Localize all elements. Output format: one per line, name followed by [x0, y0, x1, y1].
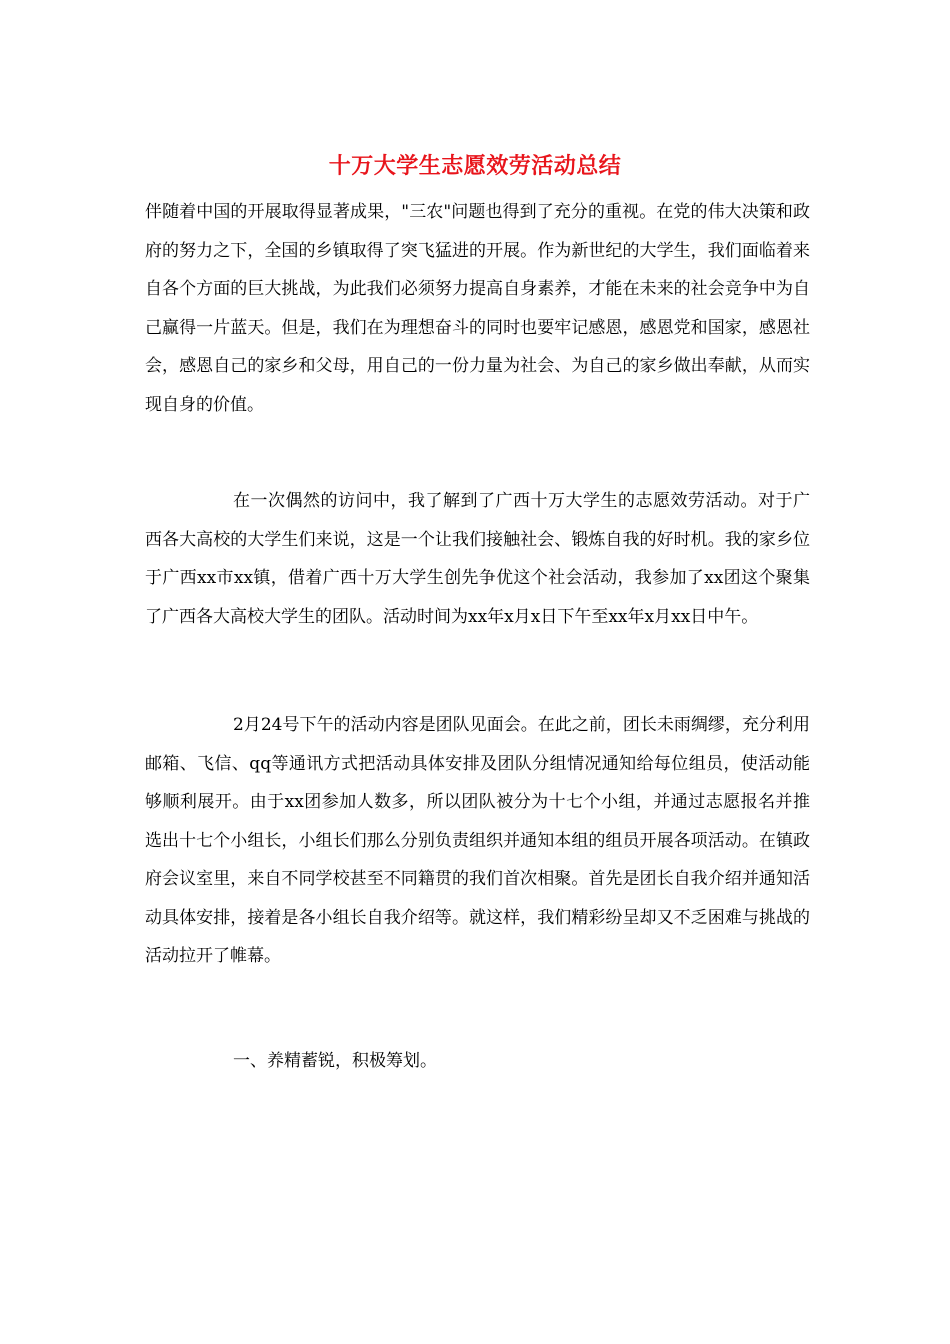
- section-heading-one: 一、养精蓄锐，积极筹划。: [233, 1051, 437, 1071]
- paragraph-meeting: 2月24号下午的活动内容是团队见面会。在此之前，团长未雨绸缪，充分利用邮箱、飞信、qq等通讯方式把活动具体安排及团队分组情况通知给每位组员，使活动能够顺利展开。由于xx团参加人数多，所以团队被分为十七个小组，并通过志愿报名并推选出十七个小组长，小组长们那么分别负责组织并通知本组的组员开展各项活动。在镇政府会议室里，来自不同学校甚至不同籍贯的我们首次相聚。首先是团长自我介绍并通知活动具体安排，接着是各小组长自我介绍等。就这样，我们精彩纷呈却又不乏困难与挑战的活动拉开了帷幕。: [145, 715, 810, 966]
- document-title: 十万大学生志愿效劳活动总结: [328, 154, 622, 179]
- paragraph-visit: 在一次偶然的访问中，我了解到了广西十万大学生的志愿效劳活动。对于广西各大高校的大学生们来说，这是一个让我们接触社会、锻炼自我的好时机。我的家乡位于广西xx市xx镇，借着广西十万大学生创先争优这个社会活动，我参加了xx团这个聚集了广西各大高校大学生的团队。活动时间为xx年x月x日下午至xx年x月xx日中午。: [145, 491, 810, 627]
- paragraph-intro: 伴随着中国的开展取得显著成果，"三农"问题也得到了充分的重视。在党的伟大决策和政府的努力之下，全国的乡镇取得了突飞猛进的开展。作为新世纪的大学生，我们面临着来自各个方面的巨大挑战，为此我们必须努力提高自身素养，才能在未来的社会竞争中为自己赢得一片蓝天。但是，我们在为理想奋斗的同时也要牢记感恩，感恩党和国家，感恩社会，感恩自己的家乡和父母，用自己的一份力量为社会、为自己的家乡做出奉献，从而实现自身的价值。: [145, 202, 810, 415]
